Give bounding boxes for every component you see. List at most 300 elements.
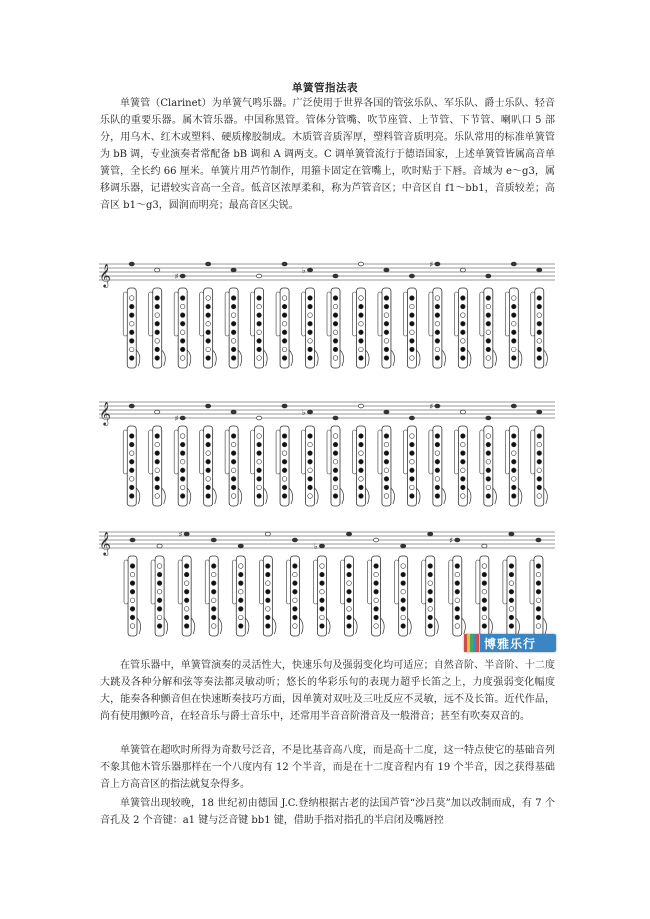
tone-hole bbox=[482, 598, 487, 603]
tone-hole bbox=[333, 477, 338, 482]
tone-hole bbox=[293, 607, 298, 612]
tone-hole bbox=[238, 581, 243, 586]
tone-hole bbox=[461, 477, 466, 482]
tone-hole bbox=[509, 607, 514, 612]
tone-hole bbox=[536, 598, 541, 603]
tone-hole bbox=[374, 589, 379, 594]
note-head bbox=[428, 532, 433, 536]
key-column bbox=[286, 560, 290, 604]
tone-hole bbox=[231, 304, 236, 309]
tone-hole bbox=[509, 564, 514, 569]
tone-hole bbox=[184, 581, 189, 586]
tone-hole bbox=[231, 321, 236, 326]
tone-hole bbox=[155, 434, 160, 439]
tone-hole bbox=[157, 581, 162, 586]
key-column bbox=[225, 292, 229, 336]
pinky-key bbox=[391, 350, 395, 366]
tone-hole bbox=[308, 330, 313, 335]
tone-hole bbox=[282, 304, 287, 309]
key-column bbox=[352, 292, 356, 336]
tone-hole bbox=[180, 347, 185, 352]
tone-hole bbox=[374, 607, 379, 612]
note-head bbox=[482, 544, 487, 548]
key-column bbox=[178, 560, 182, 604]
tone-hole bbox=[308, 347, 313, 352]
tone-hole bbox=[231, 451, 236, 456]
tone-hole bbox=[257, 313, 262, 318]
tone-hole bbox=[129, 459, 134, 464]
tone-hole bbox=[155, 459, 160, 464]
tone-hole bbox=[461, 347, 466, 352]
tone-hole bbox=[537, 468, 542, 473]
tone-hole bbox=[157, 589, 162, 594]
note-head bbox=[333, 274, 338, 278]
note-head bbox=[346, 532, 351, 536]
note-head bbox=[509, 532, 514, 536]
tone-hole bbox=[511, 330, 516, 335]
tone-hole bbox=[333, 485, 338, 490]
tone-hole bbox=[537, 304, 542, 309]
tone-hole bbox=[180, 494, 185, 499]
key-column bbox=[454, 430, 458, 474]
flat-sign-icon: ♭ bbox=[313, 542, 318, 551]
key-column bbox=[251, 292, 255, 336]
tone-hole bbox=[482, 564, 487, 569]
note-head bbox=[180, 416, 185, 420]
tone-hole bbox=[130, 572, 135, 577]
note-head bbox=[435, 404, 440, 408]
tone-hole bbox=[333, 434, 338, 439]
tone-hole bbox=[486, 468, 491, 473]
tone-hole bbox=[308, 485, 313, 490]
tone-hole bbox=[180, 321, 185, 326]
pinky-key bbox=[238, 488, 242, 504]
tone-hole bbox=[461, 442, 466, 447]
pinky-key bbox=[365, 488, 369, 504]
tone-hole bbox=[486, 321, 491, 326]
tone-hole bbox=[410, 304, 415, 309]
tone-hole bbox=[455, 624, 460, 629]
tone-hole bbox=[129, 304, 134, 309]
tone-hole bbox=[537, 321, 542, 326]
tone-hole bbox=[282, 459, 287, 464]
tone-hole bbox=[231, 477, 236, 482]
tone-hole bbox=[511, 313, 516, 318]
note-head bbox=[409, 416, 414, 420]
key-column bbox=[505, 292, 509, 336]
pinky-key bbox=[544, 488, 548, 504]
tone-hole bbox=[308, 313, 313, 318]
tone-hole bbox=[206, 477, 211, 482]
pinky-key bbox=[354, 618, 358, 634]
tone-hole bbox=[157, 624, 162, 629]
tone-hole bbox=[537, 434, 542, 439]
tone-hole bbox=[155, 321, 160, 326]
tone-hole bbox=[333, 313, 338, 318]
tone-hole bbox=[384, 485, 389, 490]
tone-hole bbox=[486, 494, 491, 499]
tone-hole bbox=[536, 624, 541, 629]
tone-hole bbox=[257, 356, 262, 361]
tone-hole bbox=[129, 339, 134, 344]
tone-hole bbox=[333, 321, 338, 326]
tone-hole bbox=[129, 321, 134, 326]
key-column bbox=[259, 560, 263, 604]
note-head bbox=[537, 268, 542, 272]
tone-hole bbox=[410, 468, 415, 473]
tone-hole bbox=[184, 607, 189, 612]
tone-hole bbox=[282, 339, 287, 344]
tone-hole bbox=[486, 330, 491, 335]
tone-hole bbox=[333, 296, 338, 301]
tone-hole bbox=[410, 356, 415, 361]
pinky-key bbox=[543, 618, 547, 634]
tone-hole bbox=[537, 296, 542, 301]
key-column bbox=[276, 430, 280, 474]
tone-hole bbox=[333, 347, 338, 352]
key-column bbox=[403, 430, 407, 474]
tone-hole bbox=[486, 296, 491, 301]
tone-hole bbox=[180, 442, 185, 447]
tone-hole bbox=[211, 624, 216, 629]
key-column bbox=[505, 430, 509, 474]
note-head bbox=[256, 416, 261, 420]
tone-hole bbox=[157, 564, 162, 569]
pinky-key bbox=[289, 488, 293, 504]
tone-hole bbox=[231, 434, 236, 439]
tone-hole bbox=[537, 485, 542, 490]
tone-hole bbox=[231, 459, 236, 464]
tone-hole bbox=[155, 313, 160, 318]
tone-hole bbox=[157, 615, 162, 620]
tone-hole bbox=[282, 321, 287, 326]
tone-hole bbox=[347, 581, 352, 586]
tone-hole bbox=[359, 451, 364, 456]
sharp-sign-icon: ♯ bbox=[429, 402, 434, 411]
tone-hole bbox=[293, 589, 298, 594]
tone-hole bbox=[536, 615, 541, 620]
tone-hole bbox=[359, 304, 364, 309]
tone-hole bbox=[384, 304, 389, 309]
sharp-sign-icon: ♯ bbox=[449, 536, 454, 545]
tone-hole bbox=[130, 581, 135, 586]
key-column bbox=[378, 292, 382, 336]
tone-hole bbox=[257, 485, 262, 490]
tone-hole bbox=[155, 451, 160, 456]
tone-hole bbox=[257, 339, 262, 344]
tone-hole bbox=[536, 581, 541, 586]
tone-hole bbox=[266, 581, 271, 586]
tone-hole bbox=[206, 296, 211, 301]
tone-hole bbox=[257, 330, 262, 335]
note-head bbox=[435, 262, 440, 266]
tone-hole bbox=[359, 296, 364, 301]
tone-hole bbox=[537, 313, 542, 318]
tone-hole bbox=[384, 477, 389, 482]
tone-hole bbox=[155, 477, 160, 482]
tone-hole bbox=[257, 451, 262, 456]
tone-hole bbox=[282, 442, 287, 447]
tone-hole bbox=[293, 615, 298, 620]
tone-hole bbox=[129, 347, 134, 352]
tone-hole bbox=[374, 564, 379, 569]
tone-hole bbox=[308, 494, 313, 499]
tone-hole bbox=[211, 564, 216, 569]
tone-hole bbox=[333, 356, 338, 361]
tone-hole bbox=[206, 313, 211, 318]
tone-hole bbox=[282, 356, 287, 361]
tone-hole bbox=[374, 624, 379, 629]
tone-hole bbox=[257, 304, 262, 309]
note-head bbox=[211, 538, 216, 542]
tone-hole bbox=[537, 330, 542, 335]
tone-hole bbox=[455, 615, 460, 620]
tone-hole bbox=[130, 607, 135, 612]
tone-hole bbox=[374, 615, 379, 620]
key-column bbox=[251, 430, 255, 474]
tone-hole bbox=[206, 468, 211, 473]
tone-hole bbox=[320, 564, 325, 569]
tone-hole bbox=[130, 598, 135, 603]
tone-hole bbox=[180, 434, 185, 439]
tone-hole bbox=[384, 339, 389, 344]
tone-hole bbox=[461, 321, 466, 326]
tone-hole bbox=[461, 304, 466, 309]
tone-hole bbox=[509, 598, 514, 603]
pinky-key bbox=[340, 350, 344, 366]
tone-hole bbox=[308, 304, 313, 309]
tone-hole bbox=[129, 477, 134, 482]
note-head bbox=[238, 544, 243, 548]
tone-hole bbox=[461, 434, 466, 439]
pinky-key bbox=[289, 350, 293, 366]
key-column bbox=[302, 292, 306, 336]
note-head bbox=[206, 404, 211, 408]
tone-hole bbox=[206, 347, 211, 352]
tone-hole bbox=[293, 572, 298, 577]
tone-hole bbox=[384, 347, 389, 352]
tone-hole bbox=[537, 356, 542, 361]
tone-hole bbox=[537, 477, 542, 482]
tone-hole bbox=[455, 598, 460, 603]
tone-hole bbox=[511, 494, 516, 499]
tone-hole bbox=[129, 296, 134, 301]
tone-hole bbox=[211, 615, 216, 620]
key-column bbox=[200, 292, 204, 336]
sharp-sign-icon: ♯ bbox=[429, 260, 434, 269]
history-paragraph: 单簧管出现较晚，18 世纪初由德国 J.C.登纳根据古老的法国芦管“沙吕莫”加以改制而成，有 7 个音孔及 2 个音键：a1 键与泛音键 bb1 键，借助手指对指孔的半启闭及嘴唇控 bbox=[100, 798, 555, 826]
pinky-key bbox=[218, 618, 222, 634]
tone-hole bbox=[180, 485, 185, 490]
tone-hole bbox=[536, 572, 541, 577]
pinky-key bbox=[365, 350, 369, 366]
note-head bbox=[401, 544, 406, 548]
pinky-key bbox=[326, 618, 330, 634]
tone-hole bbox=[511, 451, 516, 456]
tone-hole bbox=[293, 564, 298, 569]
tone-hole bbox=[435, 494, 440, 499]
pinky-key bbox=[213, 350, 217, 366]
tone-hole bbox=[486, 339, 491, 344]
note-head bbox=[455, 538, 460, 542]
tone-hole bbox=[455, 581, 460, 586]
pinky-key bbox=[493, 350, 497, 366]
tone-hole bbox=[435, 321, 440, 326]
pinky-key bbox=[493, 488, 497, 504]
pinky-key bbox=[264, 350, 268, 366]
fingering-chart bbox=[95, 258, 560, 643]
tone-hole bbox=[410, 477, 415, 482]
tone-hole bbox=[184, 615, 189, 620]
tone-hole bbox=[238, 598, 243, 603]
tone-hole bbox=[333, 494, 338, 499]
intro-paragraph: 单簧管（Clarinet）为单簧气鸣乐器。广泛使用于世界各国的管弦乐队、军乐队、爵士乐队、轻音乐队的重要乐器。属木管乐器。中国称黑管。管体分管嘴、吹节座管、上节管、下节管、喇叭口 5 部分，用乌木、红木或塑料、硬质橡胶制成。木质管音质浑厚，塑料管音质明亮。乐队常用的标准单簧管为 bB 调，专业演奏者常配备 bB 调和 A 调两支。C 调单簧管流行于德语国家，上述单簧管皆属高音单簧管，全长约 66 厘米。单簧片用芦竹制作，用箍卡固定在管嘴上，吹时贴于下唇。音域为 e～g3，属移调乐器，记谱较实音高一全音。低音区浓厚柔和，称为芦管音区；中音区自 f1～bb1，音质较差；高音区 b1～g3，圆润而明亮；最高音区尖锐。 bbox=[100, 98, 555, 211]
tone-hole bbox=[293, 624, 298, 629]
tone-hole bbox=[238, 572, 243, 577]
tone-hole bbox=[206, 434, 211, 439]
tone-hole bbox=[211, 589, 216, 594]
tone-hole bbox=[384, 296, 389, 301]
tone-hole bbox=[401, 607, 406, 612]
tone-hole bbox=[257, 434, 262, 439]
note-head bbox=[130, 538, 135, 542]
key-column bbox=[530, 560, 534, 604]
tone-hole bbox=[155, 485, 160, 490]
tone-hole bbox=[238, 589, 243, 594]
key-column bbox=[327, 430, 331, 474]
tone-hole bbox=[359, 477, 364, 482]
key-column bbox=[480, 430, 484, 474]
tone-hole bbox=[536, 564, 541, 569]
pinky-key bbox=[381, 618, 385, 634]
tone-hole bbox=[333, 330, 338, 335]
key-column bbox=[149, 292, 153, 336]
note-head bbox=[282, 262, 287, 266]
tone-hole bbox=[129, 442, 134, 447]
note-head bbox=[231, 268, 236, 272]
pinky-key bbox=[315, 350, 319, 366]
pinky-key bbox=[162, 350, 166, 366]
tone-hole bbox=[374, 581, 379, 586]
tone-hole bbox=[129, 330, 134, 335]
tone-hole bbox=[482, 607, 487, 612]
tone-hole bbox=[266, 607, 271, 612]
sharp-sign-icon: ♯ bbox=[174, 272, 179, 281]
tone-hole bbox=[333, 468, 338, 473]
pinky-key bbox=[137, 618, 141, 634]
tone-hole bbox=[359, 468, 364, 473]
tone-hole bbox=[482, 615, 487, 620]
tone-hole bbox=[486, 304, 491, 309]
tone-hole bbox=[320, 572, 325, 577]
tone-hole bbox=[482, 572, 487, 577]
note-head bbox=[155, 268, 160, 272]
tone-hole bbox=[410, 442, 415, 447]
tone-hole bbox=[359, 321, 364, 326]
tone-hole bbox=[293, 598, 298, 603]
tone-hole bbox=[455, 564, 460, 569]
tone-hole bbox=[511, 356, 516, 361]
tone-hole bbox=[130, 624, 135, 629]
tone-hole bbox=[211, 572, 216, 577]
key-column bbox=[124, 560, 128, 604]
tone-hole bbox=[435, 477, 440, 482]
tone-hole bbox=[257, 494, 262, 499]
tone-hole bbox=[211, 607, 216, 612]
pinky-key bbox=[136, 350, 140, 366]
tone-hole bbox=[511, 347, 516, 352]
tone-hole bbox=[536, 607, 541, 612]
key-column bbox=[276, 292, 280, 336]
tone-hole bbox=[435, 485, 440, 490]
key-column bbox=[205, 560, 209, 604]
tone-hole bbox=[320, 589, 325, 594]
tone-hole bbox=[509, 581, 514, 586]
treble-clef-icon: 𝄞 bbox=[99, 531, 111, 555]
tone-hole bbox=[401, 581, 406, 586]
tone-hole bbox=[155, 356, 160, 361]
tone-hole bbox=[129, 485, 134, 490]
note-head bbox=[486, 274, 491, 278]
pinky-key bbox=[544, 350, 548, 366]
note-head bbox=[155, 410, 160, 414]
tone-hole bbox=[359, 434, 364, 439]
tone-hole bbox=[180, 468, 185, 473]
tone-hole bbox=[320, 598, 325, 603]
tone-hole bbox=[401, 572, 406, 577]
tone-hole bbox=[410, 451, 415, 456]
pinky-key bbox=[518, 488, 522, 504]
note-head bbox=[157, 544, 162, 548]
tone-hole bbox=[184, 624, 189, 629]
tone-hole bbox=[180, 477, 185, 482]
tone-hole bbox=[461, 339, 466, 344]
tone-hole bbox=[155, 468, 160, 473]
tone-hole bbox=[180, 313, 185, 318]
tone-hole bbox=[231, 296, 236, 301]
tone-hole bbox=[384, 356, 389, 361]
tone-hole bbox=[486, 442, 491, 447]
tone-hole bbox=[238, 607, 243, 612]
overblowing-paragraph: 单簧管在超吹时所得为奇数号泛音，不是比基音高八度，而是高十二度，这一特点使它的基础音列不象其他木管乐器那样在一个八度内有 12 个半音，而是在十二度音程内有 19 个半音，因之获得基础音上方高音区的指法就复杂得多。 bbox=[100, 745, 555, 790]
tone-hole bbox=[130, 564, 135, 569]
key-column bbox=[341, 560, 345, 604]
tone-hole bbox=[266, 598, 271, 603]
key-column bbox=[174, 430, 178, 474]
tone-hole bbox=[428, 598, 433, 603]
tone-hole bbox=[180, 459, 185, 464]
note-head bbox=[129, 262, 134, 266]
tone-hole bbox=[486, 459, 491, 464]
tone-hole bbox=[308, 442, 313, 447]
tone-hole bbox=[401, 589, 406, 594]
pinky-key bbox=[408, 618, 412, 634]
tone-hole bbox=[384, 330, 389, 335]
tone-hole bbox=[410, 494, 415, 499]
tone-hole bbox=[359, 442, 364, 447]
note-head bbox=[231, 410, 236, 414]
tone-hole bbox=[211, 598, 216, 603]
tone-hole bbox=[155, 296, 160, 301]
tone-hole bbox=[282, 434, 287, 439]
note-head bbox=[486, 416, 491, 420]
pinky-key bbox=[416, 488, 420, 504]
tone-hole bbox=[320, 581, 325, 586]
note-head bbox=[184, 532, 189, 536]
tone-hole bbox=[206, 451, 211, 456]
tone-hole bbox=[155, 330, 160, 335]
note-head bbox=[256, 274, 261, 278]
